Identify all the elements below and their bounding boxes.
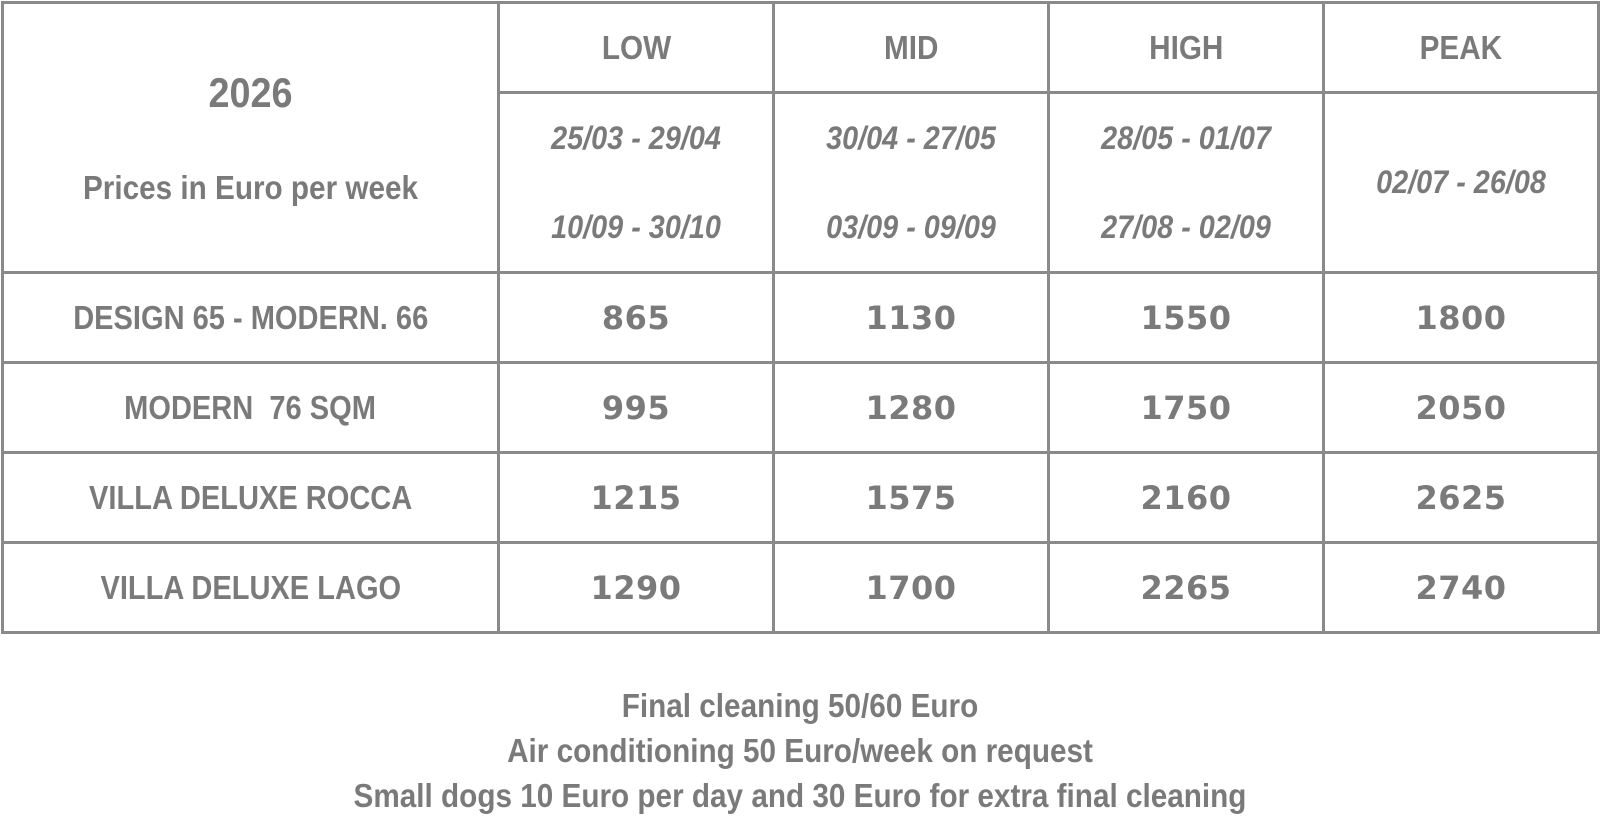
- price-cell: 1575: [774, 453, 1049, 543]
- price-cell: 865: [499, 273, 774, 363]
- season-header-high: [1049, 3, 1324, 93]
- season-header-mid: [774, 3, 1049, 93]
- table-row: [3, 363, 1599, 453]
- price-cell: 1290: [499, 543, 774, 633]
- price-cell: 1215: [499, 453, 774, 543]
- date-range: 30/04 - 27/05: [826, 119, 996, 156]
- apartment-name-cell: [3, 273, 499, 363]
- table-row: [3, 453, 1599, 543]
- price-cell: 1130: [774, 273, 1049, 363]
- price-cell: 2740: [1324, 543, 1599, 633]
- price-cell: 2160: [1049, 453, 1324, 543]
- date-range: 27/08 - 02/09: [1101, 208, 1271, 245]
- price-cell: 1800: [1324, 273, 1599, 363]
- cleaning-note: Final cleaning 50/60 Euro: [621, 687, 979, 724]
- season-header-low: [499, 3, 774, 93]
- apartment-name-cell: [3, 363, 499, 453]
- year-label: 2026: [208, 68, 293, 116]
- date-range: 03/09 - 09/09: [826, 208, 996, 245]
- apartment-name-cell: [3, 453, 499, 543]
- date-range: 28/05 - 01/07: [1101, 119, 1271, 156]
- season-name: PEAK: [1419, 28, 1503, 66]
- price-notes: [0, 683, 1600, 818]
- price-cell: 2050: [1324, 363, 1599, 453]
- season-name: LOW: [601, 28, 671, 66]
- table-title-cell: [3, 3, 499, 273]
- table-row: [3, 273, 1599, 363]
- season-name: HIGH: [1148, 28, 1224, 66]
- season-header-peak: [1324, 3, 1599, 93]
- season-name-row: [3, 3, 1599, 93]
- season-dates-high: [1049, 93, 1324, 273]
- price-cell: 1550: [1049, 273, 1324, 363]
- season-dates-mid: [774, 93, 1049, 273]
- air-conditioning-note: Air conditioning 50 Euro/week on request: [507, 732, 1093, 769]
- price-cell: 1280: [774, 363, 1049, 453]
- date-range: 02/07 - 26/08: [1376, 164, 1546, 200]
- dogs-note: Small dogs 10 Euro per day and 30 Euro for extra final cleaning: [353, 777, 1247, 814]
- price-unit-label: Prices in Euro per week: [82, 168, 419, 206]
- apartment-name: MODERN 76 SQM: [124, 388, 377, 426]
- table-row: [3, 543, 1599, 633]
- apartment-name: DESIGN 65 - MODERN. 66: [72, 298, 429, 336]
- date-range: 25/03 - 29/04: [551, 119, 721, 156]
- price-cell: 2625: [1324, 453, 1599, 543]
- season-name: MID: [883, 28, 939, 66]
- price-cell: 995: [499, 363, 774, 453]
- season-dates-peak: [1324, 93, 1599, 273]
- apartment-name: VILLA DELUXE ROCCA: [88, 478, 413, 516]
- price-table: [1, 1, 1600, 634]
- season-dates-low: [499, 93, 774, 273]
- price-cell: 2265: [1049, 543, 1324, 633]
- apartment-name-cell: [3, 543, 499, 633]
- price-cell: 1750: [1049, 363, 1324, 453]
- date-range: 10/09 - 30/10: [551, 208, 721, 245]
- price-cell: 1700: [774, 543, 1049, 633]
- apartment-name: VILLA DELUXE LAGO: [100, 568, 401, 606]
